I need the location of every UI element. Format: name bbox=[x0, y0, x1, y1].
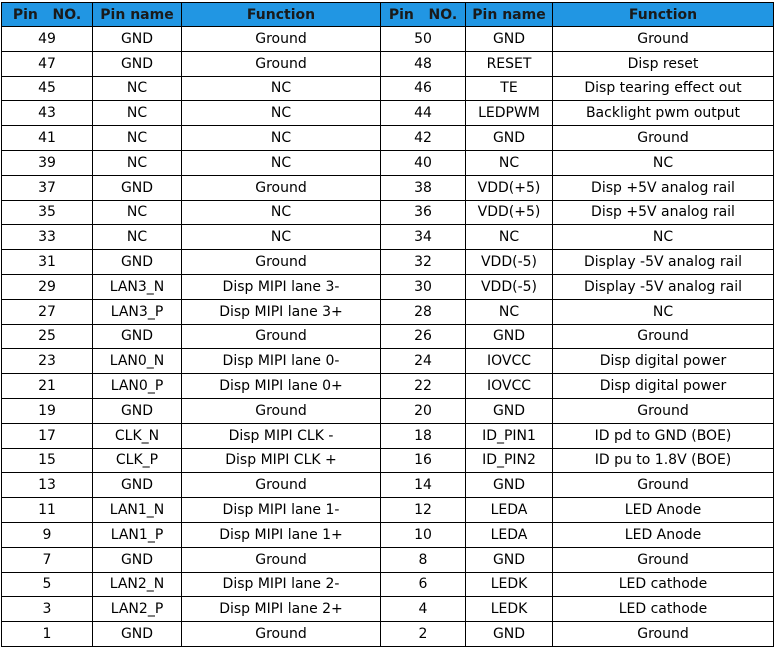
pin-function-cell: Disp MIPI lane 1+ bbox=[182, 522, 381, 547]
pin-number-cell: 22 bbox=[381, 374, 466, 399]
table-row bbox=[2, 349, 774, 374]
pin-name-cell: IOVCC bbox=[466, 349, 553, 374]
pin-number-cell: 41 bbox=[2, 126, 93, 151]
pin-function-cell: NC bbox=[182, 126, 381, 151]
pin-function-cell: ID pd to GND (BOE) bbox=[553, 423, 774, 448]
pin-name-cell: GND bbox=[466, 398, 553, 423]
pin-function-cell: Display -5V analog rail bbox=[553, 274, 774, 299]
pin-number-cell: 39 bbox=[2, 150, 93, 175]
pin-number-cell: 44 bbox=[381, 101, 466, 126]
pin-name-cell: NC bbox=[93, 225, 182, 250]
pin-name-cell: GND bbox=[93, 250, 182, 275]
pin-function-cell: Display -5V analog rail bbox=[553, 250, 774, 275]
table-row bbox=[2, 597, 774, 622]
table-row bbox=[2, 448, 774, 473]
pin-name-cell: LAN1_P bbox=[93, 522, 182, 547]
table-header-row bbox=[2, 3, 774, 27]
pin-function-cell: Disp tearing effect out bbox=[553, 76, 774, 101]
pin-function-cell: Ground bbox=[182, 175, 381, 200]
pin-number-cell: 50 bbox=[381, 27, 466, 52]
pin-function-cell: NC bbox=[182, 200, 381, 225]
pin-function-cell: Disp MIPI lane 3- bbox=[182, 274, 381, 299]
pin-name-cell: GND bbox=[466, 324, 553, 349]
pin-number-cell: 8 bbox=[381, 547, 466, 572]
pin-number-cell: 27 bbox=[2, 299, 93, 324]
table-row bbox=[2, 473, 774, 498]
pin-number-cell: 5 bbox=[2, 572, 93, 597]
header-pin-name-right: Pin name bbox=[466, 3, 553, 27]
pin-name-cell: LAN1_N bbox=[93, 498, 182, 523]
pin-function-cell: ID pu to 1.8V (BOE) bbox=[553, 448, 774, 473]
table-row bbox=[2, 126, 774, 151]
pin-name-cell: GND bbox=[466, 473, 553, 498]
header-pin-no-left: Pin NO. bbox=[2, 3, 93, 27]
header-function-left: Function bbox=[182, 3, 381, 27]
pin-name-cell: NC bbox=[466, 150, 553, 175]
pin-function-cell: Ground bbox=[553, 324, 774, 349]
table-row bbox=[2, 225, 774, 250]
header-pin-no-right: Pin NO. bbox=[381, 3, 466, 27]
pin-number-cell: 18 bbox=[381, 423, 466, 448]
pin-name-cell: LEDA bbox=[466, 498, 553, 523]
pin-name-cell: LEDPWM bbox=[466, 101, 553, 126]
pin-name-cell: VDD(-5) bbox=[466, 250, 553, 275]
header-pin-name-left: Pin name bbox=[93, 3, 182, 27]
table-row bbox=[2, 150, 774, 175]
pin-function-cell: Ground bbox=[182, 473, 381, 498]
table-row bbox=[2, 101, 774, 126]
pin-name-cell: NC bbox=[93, 126, 182, 151]
pin-name-cell: NC bbox=[466, 225, 553, 250]
table-row bbox=[2, 324, 774, 349]
pin-function-cell: Disp digital power bbox=[553, 374, 774, 399]
pin-function-cell: Disp MIPI CLK + bbox=[182, 448, 381, 473]
pin-name-cell: GND bbox=[93, 473, 182, 498]
pin-name-cell: LAN0_P bbox=[93, 374, 182, 399]
pin-name-cell: NC bbox=[93, 101, 182, 126]
pin-function-cell: NC bbox=[553, 225, 774, 250]
table-row bbox=[2, 76, 774, 101]
pin-name-cell: NC bbox=[466, 299, 553, 324]
pin-function-cell: NC bbox=[553, 150, 774, 175]
pin-function-cell: Ground bbox=[182, 622, 381, 647]
pin-number-cell: 30 bbox=[381, 274, 466, 299]
pin-number-cell: 42 bbox=[381, 126, 466, 151]
pin-function-cell: LED Anode bbox=[553, 522, 774, 547]
pin-function-cell: Disp MIPI CLK - bbox=[182, 423, 381, 448]
table-row bbox=[2, 374, 774, 399]
pin-function-cell: Ground bbox=[553, 398, 774, 423]
pin-number-cell: 49 bbox=[2, 27, 93, 52]
pin-function-cell: Disp MIPI lane 1- bbox=[182, 498, 381, 523]
pin-function-cell: Ground bbox=[553, 547, 774, 572]
pin-name-cell: GND bbox=[93, 324, 182, 349]
pin-name-cell: NC bbox=[93, 200, 182, 225]
pin-number-cell: 45 bbox=[2, 76, 93, 101]
pin-number-cell: 35 bbox=[2, 200, 93, 225]
pin-number-cell: 38 bbox=[381, 175, 466, 200]
pin-name-cell: GND bbox=[466, 622, 553, 647]
pin-name-cell: GND bbox=[93, 51, 182, 76]
pin-name-cell: TE bbox=[466, 76, 553, 101]
pin-function-cell: NC bbox=[553, 299, 774, 324]
pin-number-cell: 48 bbox=[381, 51, 466, 76]
pin-name-cell: IOVCC bbox=[466, 374, 553, 399]
pin-function-cell: Disp +5V analog rail bbox=[553, 175, 774, 200]
pin-name-cell: LEDK bbox=[466, 597, 553, 622]
pin-name-cell: LAN2_N bbox=[93, 572, 182, 597]
pin-number-cell: 43 bbox=[2, 101, 93, 126]
pin-number-cell: 16 bbox=[381, 448, 466, 473]
pin-number-cell: 20 bbox=[381, 398, 466, 423]
table-row bbox=[2, 622, 774, 647]
pin-function-cell: Disp MIPI lane 0+ bbox=[182, 374, 381, 399]
header-function-right: Function bbox=[553, 3, 774, 27]
pin-number-cell: 40 bbox=[381, 150, 466, 175]
pin-number-cell: 4 bbox=[381, 597, 466, 622]
pin-name-cell: GND bbox=[466, 27, 553, 52]
table-row bbox=[2, 572, 774, 597]
table-row bbox=[2, 299, 774, 324]
pin-name-cell: CLK_N bbox=[93, 423, 182, 448]
pin-function-cell: Disp reset bbox=[553, 51, 774, 76]
table-row bbox=[2, 200, 774, 225]
pin-function-cell: NC bbox=[182, 101, 381, 126]
pin-number-cell: 25 bbox=[2, 324, 93, 349]
pin-function-cell: Backlight pwm output bbox=[553, 101, 774, 126]
pin-function-cell: Ground bbox=[182, 27, 381, 52]
pin-function-cell: NC bbox=[182, 225, 381, 250]
pin-name-cell: VDD(+5) bbox=[466, 200, 553, 225]
pin-number-cell: 17 bbox=[2, 423, 93, 448]
pin-number-cell: 32 bbox=[381, 250, 466, 275]
pin-number-cell: 2 bbox=[381, 622, 466, 647]
pin-name-cell: NC bbox=[93, 76, 182, 101]
pin-function-cell: Disp +5V analog rail bbox=[553, 200, 774, 225]
pin-number-cell: 21 bbox=[2, 374, 93, 399]
pin-number-cell: 10 bbox=[381, 522, 466, 547]
pin-function-cell: Ground bbox=[553, 126, 774, 151]
pin-number-cell: 46 bbox=[381, 76, 466, 101]
pin-name-cell: GND bbox=[93, 175, 182, 200]
pin-function-cell: Ground bbox=[553, 27, 774, 52]
pin-number-cell: 1 bbox=[2, 622, 93, 647]
pin-number-cell: 13 bbox=[2, 473, 93, 498]
pin-number-cell: 34 bbox=[381, 225, 466, 250]
pin-name-cell: GND bbox=[466, 126, 553, 151]
table-row bbox=[2, 522, 774, 547]
pin-number-cell: 23 bbox=[2, 349, 93, 374]
pin-name-cell: ID_PIN1 bbox=[466, 423, 553, 448]
table-row bbox=[2, 398, 774, 423]
pin-number-cell: 6 bbox=[381, 572, 466, 597]
pin-function-cell: Ground bbox=[182, 398, 381, 423]
pin-number-cell: 19 bbox=[2, 398, 93, 423]
pin-function-cell: Disp digital power bbox=[553, 349, 774, 374]
pin-number-cell: 29 bbox=[2, 274, 93, 299]
pin-name-cell: GND bbox=[93, 27, 182, 52]
pin-name-cell: GND bbox=[93, 547, 182, 572]
pin-name-cell: RESET bbox=[466, 51, 553, 76]
pin-function-cell: LED cathode bbox=[553, 572, 774, 597]
pin-function-cell: Disp MIPI lane 2+ bbox=[182, 597, 381, 622]
pin-function-cell: LED Anode bbox=[553, 498, 774, 523]
pin-number-cell: 33 bbox=[2, 225, 93, 250]
pin-name-cell: LAN3_N bbox=[93, 274, 182, 299]
pin-number-cell: 9 bbox=[2, 522, 93, 547]
pin-number-cell: 15 bbox=[2, 448, 93, 473]
table-row bbox=[2, 274, 774, 299]
pin-name-cell: GND bbox=[93, 398, 182, 423]
pin-function-cell: Ground bbox=[182, 51, 381, 76]
pin-number-cell: 28 bbox=[381, 299, 466, 324]
pin-name-cell: LAN0_N bbox=[93, 349, 182, 374]
pin-function-cell: Disp MIPI lane 3+ bbox=[182, 299, 381, 324]
pin-number-cell: 31 bbox=[2, 250, 93, 275]
pin-name-cell: LEDA bbox=[466, 522, 553, 547]
table-row bbox=[2, 547, 774, 572]
pin-number-cell: 24 bbox=[381, 349, 466, 374]
pin-function-cell: Ground bbox=[182, 250, 381, 275]
table-row bbox=[2, 51, 774, 76]
table-row bbox=[2, 423, 774, 448]
pin-number-cell: 11 bbox=[2, 498, 93, 523]
pin-number-cell: 3 bbox=[2, 597, 93, 622]
pin-function-cell: NC bbox=[182, 76, 381, 101]
pin-number-cell: 7 bbox=[2, 547, 93, 572]
pin-number-cell: 26 bbox=[381, 324, 466, 349]
table-row bbox=[2, 175, 774, 200]
pin-function-cell: Ground bbox=[553, 473, 774, 498]
pin-definition-table bbox=[1, 2, 774, 647]
pin-function-cell: Ground bbox=[553, 622, 774, 647]
pin-number-cell: 47 bbox=[2, 51, 93, 76]
pin-name-cell: LAN2_P bbox=[93, 597, 182, 622]
pin-number-cell: 36 bbox=[381, 200, 466, 225]
pin-name-cell: LEDK bbox=[466, 572, 553, 597]
pin-name-cell: NC bbox=[93, 150, 182, 175]
pin-number-cell: 12 bbox=[381, 498, 466, 523]
pin-function-cell: LED cathode bbox=[553, 597, 774, 622]
pin-name-cell: ID_PIN2 bbox=[466, 448, 553, 473]
pin-function-cell: NC bbox=[182, 150, 381, 175]
pin-name-cell: GND bbox=[93, 622, 182, 647]
pin-number-cell: 37 bbox=[2, 175, 93, 200]
pin-name-cell: VDD(-5) bbox=[466, 274, 553, 299]
pin-name-cell: VDD(+5) bbox=[466, 175, 553, 200]
table-row bbox=[2, 498, 774, 523]
pin-function-cell: Ground bbox=[182, 324, 381, 349]
pin-number-cell: 14 bbox=[381, 473, 466, 498]
pin-function-cell: Disp MIPI lane 2- bbox=[182, 572, 381, 597]
table-row bbox=[2, 250, 774, 275]
pin-name-cell: CLK_P bbox=[93, 448, 182, 473]
pin-name-cell: LAN3_P bbox=[93, 299, 182, 324]
table-row bbox=[2, 27, 774, 52]
pin-function-cell: Ground bbox=[182, 547, 381, 572]
pin-table-body bbox=[2, 27, 774, 647]
pin-name-cell: GND bbox=[466, 547, 553, 572]
pin-function-cell: Disp MIPI lane 0- bbox=[182, 349, 381, 374]
